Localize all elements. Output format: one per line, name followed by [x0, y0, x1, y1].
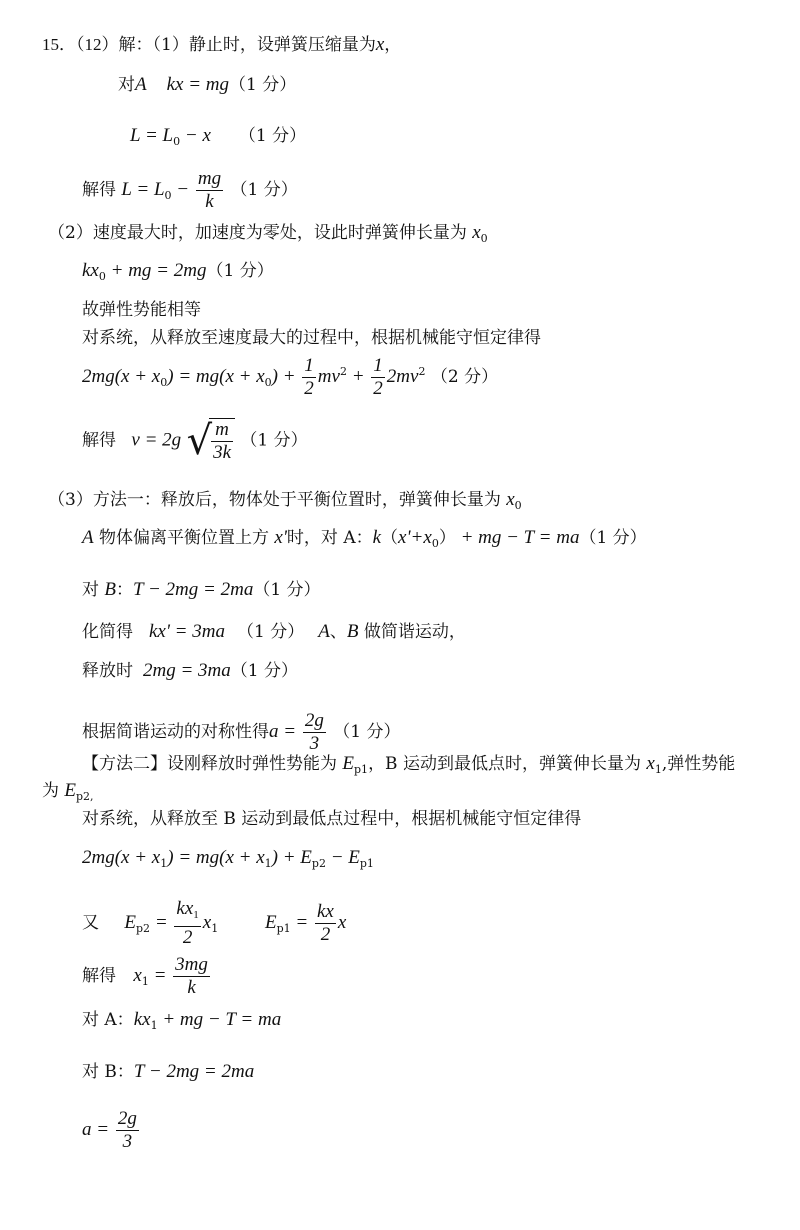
eq-solve-speed: 解得 v = 2g √ $\frac{m}{3k}$ （1 分）: [82, 418, 308, 464]
fraction-2g-over-3: $\frac{2g}{3}$: [304, 710, 324, 754]
eq-energy-conservation: $2mg(x + x_0) = mg(x + x_0)$ + $\frac{1}{2}$ $mv^2$ + $\frac{1}{2}$ $2mv^2$ （2 分）: [82, 355, 499, 399]
fraction-kx-over-2: $\frac{kx}{2}$: [317, 901, 334, 945]
fraction-m-over-3k: $\frac{m}{3k}$: [213, 419, 232, 463]
sqrt-expression: [187, 418, 235, 464]
eq-length: $L = L_0 - x$ （1 分）: [130, 125, 307, 148]
text-energy-conservation: 对系统，从释放至速度最大的过程中，根据机械能守恒定律得: [82, 328, 541, 348]
fraction-2g-over-3-final: $\frac{2g}{3}$: [117, 1108, 137, 1152]
text-elastic-energy-equal: 故弹性势能相等: [82, 300, 201, 320]
eq-solve-length: 解得 $L = L_0$ − $\frac{mg}{k}$ （1 分）: [82, 168, 298, 212]
eq-elastic-energies: 又 $E_{p2}$ = $\frac{kx_1}{2}$ $x_1$ $E_{p1}$ = $\frac{kx}{2}$ x: [82, 898, 347, 948]
fraction-half: $\frac{1}{2}$: [304, 355, 314, 399]
eq-release-moment: 释放时 2mg = 3ma（1 分）: [82, 660, 298, 681]
method2-intro-cont: 为 $E_{p2,}$: [42, 780, 94, 803]
eq-solve-x1: 解得 $x_1$ = $\frac{3mg}{k}$: [82, 954, 208, 998]
eq-B-force: 对 B：T − 2mg = 2ma（1 分）: [82, 579, 321, 600]
fraction-half-2: $\frac{1}{2}$: [373, 355, 383, 399]
fraction-kx1-over-2: $\frac{kx_1}{2}$: [176, 898, 199, 948]
fraction-3mg-over-k: $\frac{3mg}{k}$: [175, 954, 208, 998]
eq-final-acceleration: a = $\frac{2g}{3}$: [82, 1108, 137, 1152]
text-energy-conservation-2: 对系统，从释放至 B 运动到最低点过程中，根据机械能守恒定律得: [82, 809, 582, 829]
part3-heading: （3）方法一：释放后，物体处于平衡位置时，弹簧伸长量为 $x_0$: [48, 489, 522, 512]
eq-simplify-shm: 化简得 kx' = 3ma （1 分） A、B 做简谐运动，: [82, 621, 466, 642]
question-heading: 15．（12）解：（1）静止时，设弹簧压缩量为x，: [42, 34, 402, 55]
part2-heading: （2）速度最大时，加速度为零处，设此时弹簧伸长量为 $x_0$: [48, 222, 488, 245]
eq-force-balance-A: 对A kx = mg（1 分）: [118, 74, 297, 95]
method2-intro: 【方法二】设刚释放时弹性势能为 $E_{p1}$，B 运动到最低点时，弹簧伸长量为 $x_1$,弹性势能: [82, 753, 736, 776]
eq-B-force-2: 对 B：T − 2mg = 2ma: [82, 1061, 255, 1082]
eq-symmetry-result: 根据简谐运动的对称性得a = $\frac{2g}{3}$ （1 分）: [82, 710, 401, 754]
fraction-mg-over-k: $\frac{mg}{k}$: [197, 168, 222, 212]
sqrt-symbol: √: [186, 418, 213, 464]
eq-A-offset: A 物体偏离平衡位置上方 x'时，对 A：$k(x'+x_0)$ + mg − T = ma（1 分）: [82, 527, 647, 550]
eq-energy-conservation-2: $2mg(x + x_1) = mg(x + x_1) + E_{p2} - E_{p1}$: [82, 847, 374, 870]
eq-max-speed-balance: $kx_0$ + mg = 2mg（1 分）: [82, 260, 274, 283]
eq-A-force-2: 对 A：$kx_1$ + mg − T = ma: [82, 1009, 282, 1032]
